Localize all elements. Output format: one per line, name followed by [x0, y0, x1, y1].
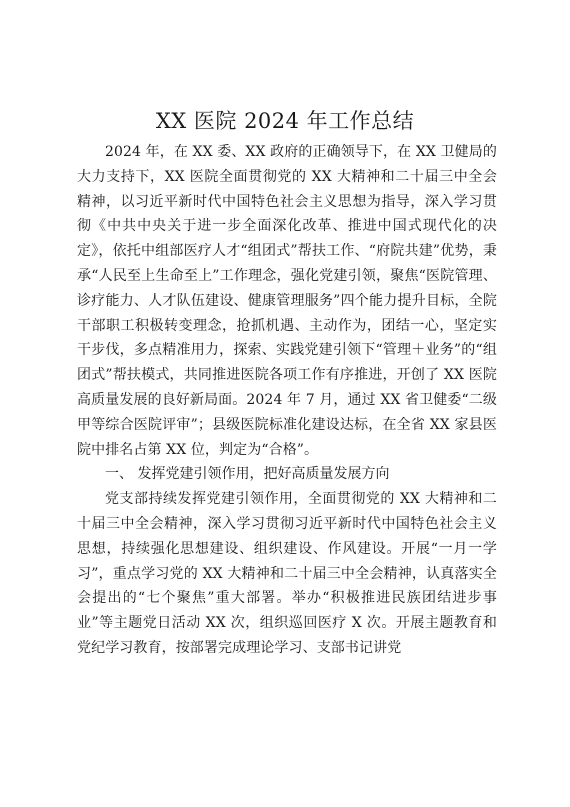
intro-paragraph: 2024 年，在 XX 委、XX 政府的正确领导下，在 XX 卫健局的大力支持下，XX 医院全面贯彻党的 XX 大精神和二十届三中全会精神，以习近平新时代中国特色社会主义思想为指导，深入学习贯彻《中共中央关于进一步全面深化改革、推进中国式现代化的决定》，依托中组部医疗人才“组团式”帮扶工作、“府院共建”优势，秉承“人民至上生命至上”工作理念，强化党建引领，聚焦“医院管理、诊疗能力、人才队伍建设、健康管理服务”四个能力提升目标，全院干部职工积极转变理念，抢抓机遇、主动作为，团结一心，坚定实干步伐，多点精准用力，探索、实践党建引领下“管理＋业务”的“组团式”帮扶模式，共同推进医院各项工作有序推进，开创了 XX 医院高质量发展的良好新局面。2024 年 7 月，通过 XX 省卫健委“二级甲等综合医院评审”；县级医院标准化建设达标，在全省 XX 家县医院中排名占第 XX 位，判定为“合格”。 [77, 144, 497, 458]
section-1-paragraph: 党支部持续发挥党建引领作用，全面贯彻党的 XX 大精神和二十届三中全会精神，深入学习贯彻习近平新时代中国特色社会主义思想，持续强化思想建设、组织建设、作风建设。开展“一月一学习”，重点学习党的 XX 大精神和二十届三中全会精神，认真落实全会提出的“七个聚焦”重大部署。举办“积极推进民族团结进步事业”等主题党日活动 XX 次，组织巡回医疗 X 次。开展主题教育和党纪学习教育，按部署完成理论学习、支部书记讲党 [77, 491, 497, 656]
document-body [77, 140, 497, 661]
section-1-heading: 一、 发挥党建引领作用，把好高质量发展方向 [105, 466, 390, 483]
document-title: XX 医院 2024 年工作总结 [155, 109, 415, 133]
